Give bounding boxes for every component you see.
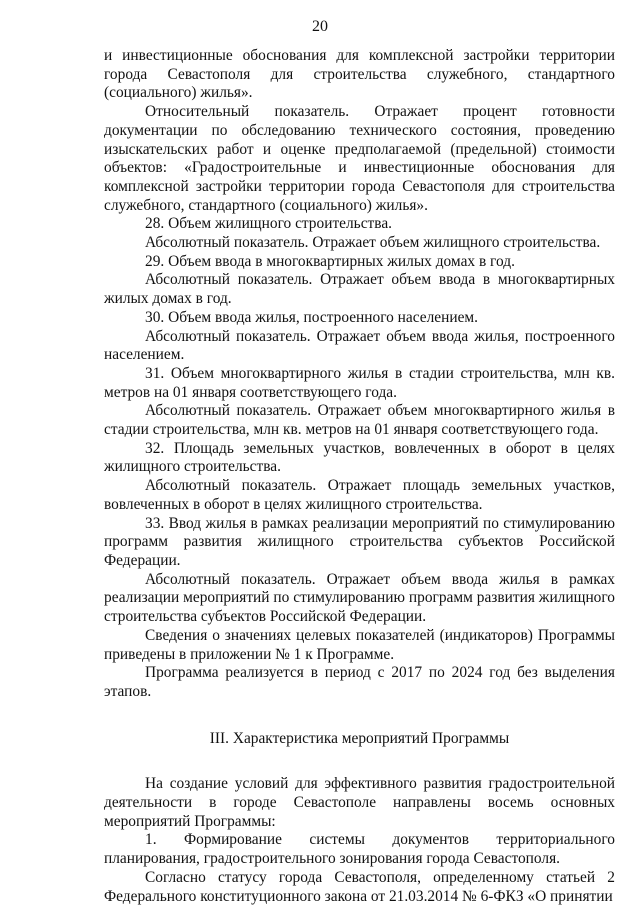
- paragraph: 28. Объем жилищного строительства.: [145, 215, 392, 233]
- paragraph: Программа реализуется в период с 2017 по 2024 год без выделения этапов.: [104, 664, 615, 700]
- page-number: 20: [312, 18, 328, 35]
- paragraph: Абсолютный показатель. Отражает объем ввода в многоквартирных жилых домах в год.: [104, 271, 615, 308]
- paragraph: 29. Объем ввода в многоквартирных жилых домах в год.: [145, 252, 515, 270]
- paragraph: 33. Ввод жилья в рамках реализации мероприятий по стимулированию программ развития жилищного строительства субъектов Российской Федерации.: [104, 514, 615, 569]
- paragraph-continuation: и инвестиционные обоснования для комплексной застройки территории города Севастополя для строительства служебного, стандартного (социального) жилья».: [104, 47, 615, 102]
- paragraph: 30. Объем ввода жилья, построенного населением.: [145, 308, 478, 326]
- paragraph: 32. Площадь земельных участков, вовлеченных в оборот в целях жилищного строительства.: [104, 439, 615, 476]
- document-body: [104, 47, 615, 906]
- paragraph: Относительный показатель. Отражает процент готовности документации по обследованию технического состояния, проведению изыскательских работ и оценке предполагаемой (предельной) стоимости объектов: «Градостроительные и инвестиционные обоснования для комплексной застройки территории города Севастополя для строительства служебного, стандартного (социального) жилья».: [104, 103, 615, 214]
- paragraph: Абсолютный показатель. Отражает площадь земельных участков, вовлеченных в оборот в целях жилищного строительства.: [104, 477, 615, 513]
- paragraph: Согласно статусу города Севастополя, определенному статьей 2 Федерального конституционного закона от 21.03.2014 № 6-ФКЗ «О принятии: [104, 868, 615, 905]
- section-heading: III. Характеристика мероприятий Программы: [209, 729, 510, 747]
- paragraph: Абсолютный показатель. Отражает объем многоквартирного жилья в стадии строительства, млн кв. метров на 01 января соответствующего года.: [104, 402, 615, 439]
- paragraph: Абсолютный показатель. Отражает объем ввода жилья, построенного населением.: [104, 327, 615, 364]
- paragraph: 31. Объем многоквартирного жилья в стадии строительства, млн кв. метров на 01 января соответствующего года.: [104, 364, 615, 401]
- paragraph: Абсолютный показатель. Отражает объем жилищного строительства.: [145, 234, 601, 252]
- paragraph: Абсолютный показатель. Отражает объем ввода жилья в рамках реализации мероприятий по стимулированию программ развития жилищного строительства субъектов Российской Федерации.: [104, 570, 615, 626]
- paragraph: Сведения о значениях целевых показателей (индикаторов) Программы приведены в приложении № 1 к Программе.: [104, 626, 615, 663]
- paragraph: На создание условий для эффективного развития градостроительной деятельности в городе Севастополе направлены восемь основных мероприятий Программы:: [104, 775, 615, 830]
- paragraph: 1. Формирование системы документов территориального планирования, градостроительного зонирования города Севастополя.: [104, 831, 615, 868]
